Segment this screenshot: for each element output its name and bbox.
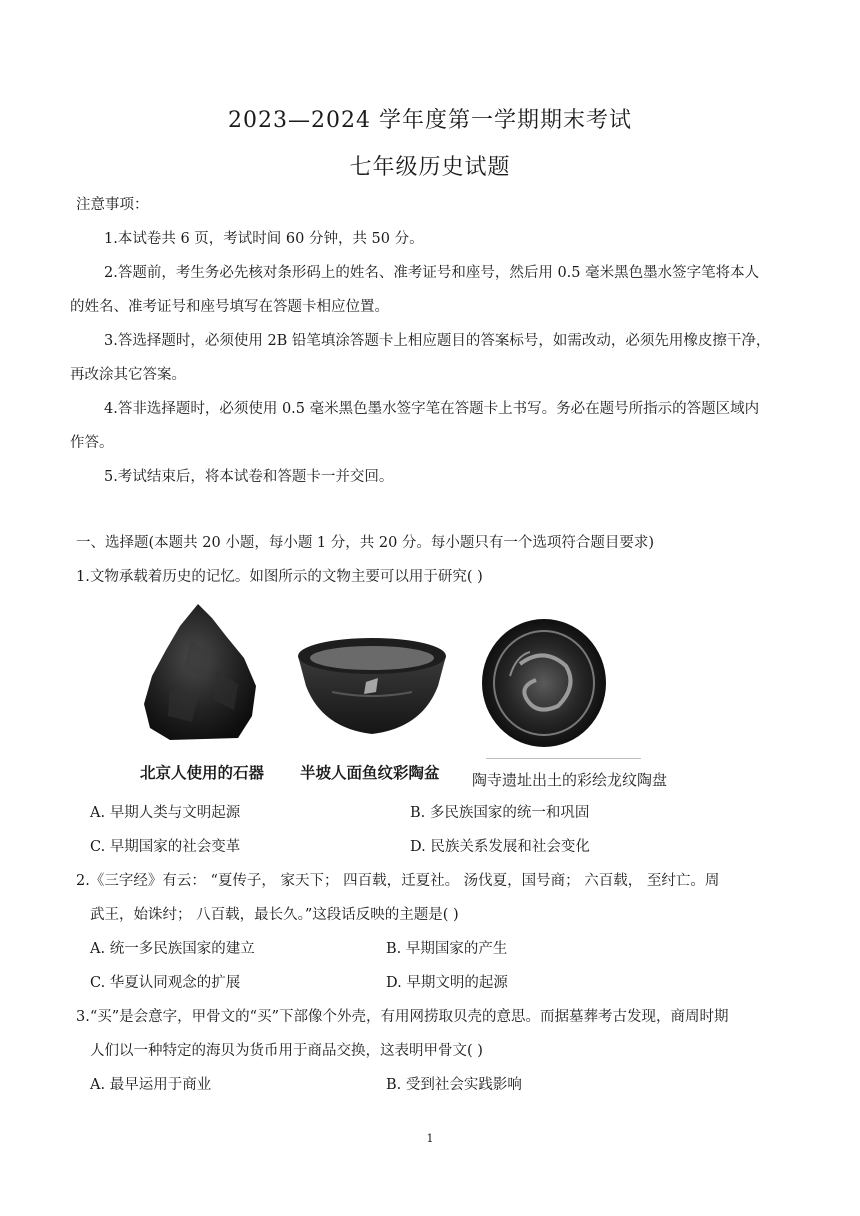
section-heading: 一、选择题(本题共 20 小题，每小题 1 分，共 20 分。每小题只有一个选项符合题目要求) xyxy=(76,535,655,551)
q3-option-a: A. 最早运用于商业 xyxy=(90,1077,212,1093)
caption-box-border xyxy=(486,758,641,759)
page-number: 1 xyxy=(426,1132,434,1145)
dragon-plate-image xyxy=(480,616,608,750)
question-2-stem-cont: 武王，始诛纣； 八百载，最长久。”这段话反映的主题是( ) xyxy=(90,907,459,923)
q3-option-b: B. 受到社会实践影响 xyxy=(386,1077,522,1093)
q2-option-b: B. 早期国家的产生 xyxy=(386,941,508,957)
notes-item: 4.答非选择题时，必须使用 0.5 毫米黑色墨水签字笔在答题卡上书写。务必在题号所指示的答题区域内 xyxy=(104,401,760,417)
notes-item: 的姓名、准考证号和座号填写在答题卡相应位置。 xyxy=(70,299,389,315)
notes-item: 2.答题前，考生务必先核对条形码上的姓名、准考证号和座号，然后用 0.5 毫米黑色墨水签字笔将本人 xyxy=(104,265,760,281)
exam-title: 2023—2024 学年度第一学期期末考试 xyxy=(228,108,632,133)
basin-image xyxy=(292,634,452,738)
stone-tool-image xyxy=(140,600,260,742)
caption-dragon-plate: 陶寺遗址出土的彩绘龙纹陶盘 xyxy=(472,771,668,789)
notes-item: 作答。 xyxy=(70,435,114,451)
question-2-stem: 2.《三字经》有云： “夏传子， 家天下； 四百载，迁夏社。 汤伐夏，国号商； 六百载， 至纣亡。周 xyxy=(76,873,720,889)
question-1-stem: 1.文物承载着历史的记忆。如图所示的文物主要可以用于研究( ) xyxy=(76,569,483,585)
caption-stone-tool: 北京人使用的石器 xyxy=(140,764,265,782)
q1-option-d: D. 民族关系发展和社会变化 xyxy=(410,839,590,855)
notes-item: 3.答选择题时，必须使用 2B 铅笔填涂答题卡上相应题目的答案标号，如需改动，必须先用橡皮擦干净， xyxy=(104,333,771,349)
q2-option-d: D. 早期文明的起源 xyxy=(386,975,508,991)
caption-basin: 半坡人面鱼纹彩陶盆 xyxy=(300,764,440,782)
question-3-stem-cont: 人们以一种特定的海贝为货币用于商品交换，这表明甲骨文( ) xyxy=(90,1043,483,1059)
notes-item: 5.考试结束后，将本试卷和答题卡一并交回。 xyxy=(104,469,394,485)
q1-option-b: B. 多民族国家的统一和巩固 xyxy=(410,805,590,821)
q2-option-c: C. 华夏认同观念的扩展 xyxy=(90,975,241,991)
q1-option-a: A. 早期人类与文明起源 xyxy=(90,805,241,821)
exam-subtitle: 七年级历史试题 xyxy=(349,155,511,180)
notes-item: 1.本试卷共 6 页，考试时间 60 分钟，共 50 分。 xyxy=(104,231,424,247)
q2-option-a: A. 统一多民族国家的建立 xyxy=(90,941,255,957)
q1-option-c: C. 早期国家的社会变革 xyxy=(90,839,241,855)
notes-item: 再改涂其它答案。 xyxy=(70,367,186,383)
notes-heading: 注意事项： xyxy=(76,197,149,213)
question-3-stem: 3.“买”是会意字，甲骨文的“买”下部像个外壳，有用网捞取贝壳的意思。而据墓葬考古发现，商周时期 xyxy=(76,1009,729,1025)
